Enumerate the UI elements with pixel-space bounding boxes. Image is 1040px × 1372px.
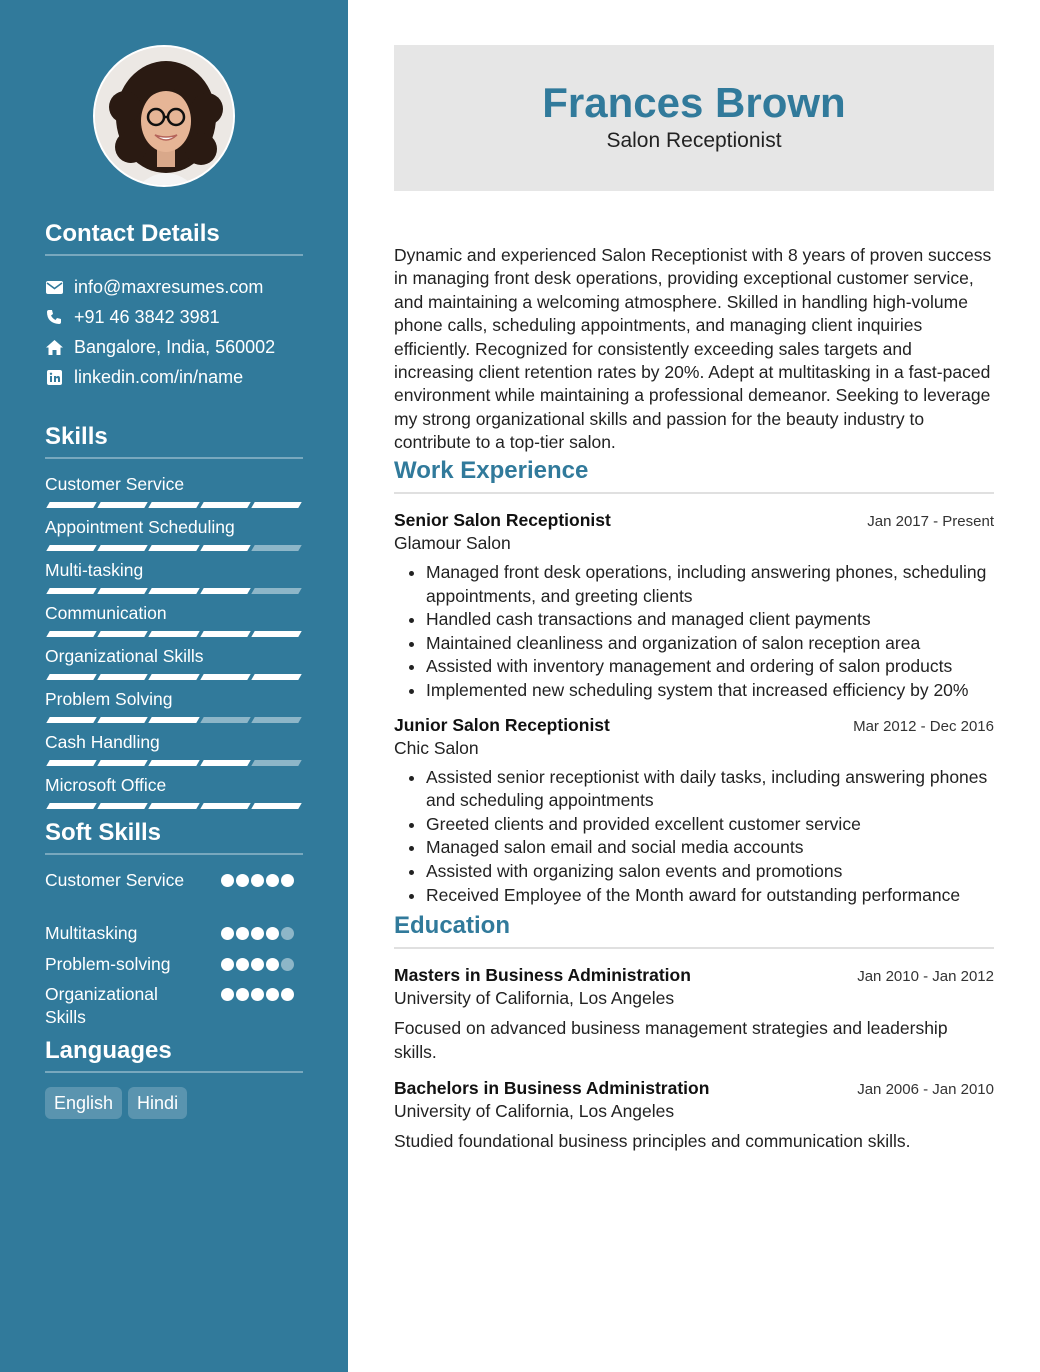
rating-dot	[236, 988, 249, 1001]
rating-dot	[251, 958, 264, 971]
skill-level-segment	[46, 502, 97, 508]
skill-level-segment	[97, 502, 148, 508]
rating-dot	[251, 874, 264, 887]
soft-skill-rating	[221, 953, 303, 976]
sidebar	[0, 0, 348, 1372]
candidate-name: Frances Brown	[542, 79, 846, 126]
skill-name: Microsoft Office	[45, 775, 167, 795]
contact-email-text: info@maxresumes.com	[74, 276, 264, 297]
skill-name: Cash Handling	[45, 732, 160, 752]
skill-item	[45, 685, 303, 728]
skill-level-segment	[200, 717, 251, 723]
education-school: University of California, Los Angeles	[394, 1101, 675, 1121]
skill-level-segment	[46, 674, 97, 680]
skill-level-segment	[200, 588, 251, 594]
languages-list	[45, 1087, 303, 1119]
job-date: Mar 2012 - Dec 2016	[853, 717, 994, 735]
skill-level-bar	[46, 674, 301, 680]
skill-level-segment	[97, 588, 148, 594]
degree-title: Bachelors in Business Administration	[394, 1078, 710, 1098]
skill-item	[45, 642, 303, 685]
skill-name: Organizational Skills	[45, 646, 204, 666]
bullet-item: • Implemented new scheduling system that increased efficiency by 20%	[426, 679, 994, 703]
skill-item	[45, 599, 303, 642]
languages-title: Languages	[45, 1037, 303, 1073]
skill-name: Appointment Scheduling	[45, 517, 235, 537]
job-title: Junior Salon Receptionist	[394, 714, 610, 735]
rating-dot	[221, 958, 234, 971]
rating-dot	[236, 958, 249, 971]
skill-level-segment	[200, 502, 251, 508]
bullet-item: • Managed front desk operations, including answering phones, scheduling appointments, and greeting clients	[426, 561, 994, 608]
skill-level-bar	[46, 631, 301, 637]
rating-dot	[236, 927, 249, 940]
skill-level-segment	[149, 502, 200, 508]
skill-name: Customer Service	[45, 474, 185, 494]
education-school: University of California, Los Angeles	[394, 988, 675, 1008]
candidate-role: Salon Receptionist	[606, 129, 782, 152]
skill-level-segment	[149, 631, 200, 637]
linkedin-icon	[45, 368, 63, 386]
skill-level-segment	[46, 545, 97, 551]
summary-paragraph: Dynamic and experienced Salon Receptionist with 8 years of proven success in managing front desk operations, providing exceptional customer service, and maintaining a welcoming atmosphere. Skilled in handling high-volume phone calls, scheduling appointments, and managing client inquiries efficiently. Recognized for consistently exceeding sales targets and increasing client retention rates by 20%. Adept at multitasking in a fast-paced environment while maintaining a professional demeanor. Seeking to leverage my strong organizational skills and passion for the beauty industry to contribute to a top-tier salon.	[394, 245, 992, 453]
rating-dot	[266, 958, 279, 971]
skill-name: Problem Solving	[45, 689, 173, 709]
education-description: Focused on advanced business management strategies and leadership skills.	[394, 1018, 948, 1062]
contact-list	[45, 272, 303, 392]
skill-level-segment	[149, 717, 200, 723]
education-date: Jan 2010 - Jan 2012	[857, 968, 994, 985]
bullet-item: • Assisted senior receptionist with daily tasks, including answering phones and scheduling appointments	[426, 766, 994, 813]
soft-skill-name: Customer Service	[45, 870, 185, 890]
work-section	[394, 457, 994, 907]
rating-dot	[266, 927, 279, 940]
bullet-item: • Received Employee of the Month award for outstanding performance	[426, 884, 994, 908]
skill-level-segment	[251, 760, 302, 766]
rating-dot	[221, 874, 234, 887]
rating-dot	[266, 988, 279, 1001]
skill-level-segment	[200, 631, 251, 637]
education-title: Education	[394, 912, 994, 949]
soft-skills-title: Soft Skills	[45, 819, 303, 855]
soft-skill-rating	[221, 869, 303, 892]
contact-phone[interactable]	[45, 302, 303, 332]
phone-icon	[45, 308, 63, 326]
skill-level-segment	[200, 674, 251, 680]
bullet-item: • Assisted with inventory management and ordering of salon products	[426, 655, 994, 679]
soft-skill-item	[45, 922, 303, 945]
skill-level-segment	[251, 545, 302, 551]
contact-address-text: Bangalore, India, 560002	[74, 336, 276, 357]
rating-dot	[236, 874, 249, 887]
skill-level-segment	[46, 588, 97, 594]
skill-level-segment	[251, 674, 302, 680]
contact-email[interactable]	[45, 272, 303, 302]
skill-level-bar	[46, 502, 301, 508]
skill-level-segment	[200, 545, 251, 551]
skills-title: Skills	[45, 423, 303, 459]
rating-dot	[281, 927, 294, 940]
skill-level-segment	[149, 803, 200, 809]
skill-level-segment	[149, 588, 200, 594]
contact-section	[45, 220, 303, 392]
rating-dot	[266, 874, 279, 887]
skill-level-segment	[46, 760, 97, 766]
skill-name: Multi-tasking	[45, 560, 144, 580]
work-title: Work Experience	[394, 457, 994, 494]
education-entry	[394, 1076, 994, 1153]
education-section	[394, 912, 994, 1153]
rating-dot	[221, 988, 234, 1001]
skill-level-segment	[251, 803, 302, 809]
skill-level-segment	[251, 631, 302, 637]
skill-item	[45, 771, 303, 814]
soft-skill-name: Multitasking	[45, 923, 138, 943]
skill-item	[45, 470, 303, 513]
skill-level-segment	[251, 717, 302, 723]
skill-name: Communication	[45, 603, 167, 623]
name-header	[394, 45, 994, 191]
contact-address	[45, 332, 303, 362]
skill-level-segment	[97, 803, 148, 809]
skill-level-bar	[46, 717, 301, 723]
skill-level-segment	[149, 545, 200, 551]
skill-level-bar	[46, 803, 301, 809]
soft-skill-item	[45, 953, 303, 976]
languages-section	[45, 1037, 303, 1119]
rating-dot	[251, 927, 264, 940]
education-date: Jan 2006 - Jan 2010	[857, 1081, 994, 1098]
job-company: Chic Salon	[394, 737, 479, 758]
skill-level-segment	[97, 717, 148, 723]
rating-dot	[221, 927, 234, 940]
skill-level-segment	[149, 674, 200, 680]
education-description: Studied foundational business principles and communication skills.	[394, 1131, 911, 1151]
soft-skill-item	[45, 983, 303, 1029]
skill-level-segment	[97, 631, 148, 637]
rating-dot	[281, 874, 294, 887]
skill-item	[45, 556, 303, 599]
skill-level-segment	[149, 760, 200, 766]
skill-level-segment	[46, 717, 97, 723]
skill-level-segment	[251, 502, 302, 508]
bullet-item: • Greeted clients and provided excellent customer service	[426, 813, 994, 837]
language-tag: English	[45, 1087, 122, 1119]
soft-skill-rating	[221, 922, 303, 945]
skill-level-segment	[46, 631, 97, 637]
skill-item	[45, 513, 303, 556]
rating-dot	[281, 988, 294, 1001]
soft-skill-name: Problem-solving	[45, 954, 171, 974]
envelope-icon	[45, 278, 63, 296]
job-entry	[394, 508, 994, 703]
soft-skill-rating	[221, 983, 303, 1029]
rating-dot	[251, 988, 264, 1001]
bullet-item: • Assisted with organizing salon events and promotions	[426, 860, 994, 884]
skill-level-segment	[200, 803, 251, 809]
skill-item	[45, 728, 303, 771]
bullet-item: • Managed salon email and social media accounts	[426, 836, 994, 860]
skill-level-segment	[200, 760, 251, 766]
rating-dot	[281, 958, 294, 971]
contact-linkedin[interactable]	[45, 362, 303, 392]
soft-skill-name: Organizational Skills	[45, 984, 158, 1027]
skill-level-segment	[97, 674, 148, 680]
skill-level-segment	[97, 760, 148, 766]
bullet-item: • Handled cash transactions and managed client payments	[426, 608, 994, 632]
skill-level-bar	[46, 760, 301, 766]
job-bullets	[394, 766, 994, 908]
skill-level-segment	[251, 588, 302, 594]
education-entry	[394, 963, 994, 1064]
contact-phone-text: +91 46 3842 3981	[74, 306, 220, 327]
bullet-item: • Maintained cleanliness and organization of salon reception area	[426, 632, 994, 656]
job-company: Glamour Salon	[394, 533, 511, 553]
job-date: Jan 2017 - Present	[867, 513, 994, 530]
skill-level-segment	[97, 545, 148, 551]
skill-level-bar	[46, 545, 301, 551]
skills-section	[45, 423, 303, 814]
skill-level-segment	[46, 803, 97, 809]
soft-skill-item	[45, 869, 303, 892]
profile-photo	[93, 45, 235, 187]
job-bullets	[394, 561, 994, 703]
job-entry	[394, 713, 994, 908]
degree-title: Masters in Business Administration	[394, 965, 691, 985]
contact-title: Contact Details	[45, 220, 303, 256]
home-icon	[45, 338, 63, 356]
skills-list	[45, 470, 303, 814]
job-title: Senior Salon Receptionist	[394, 510, 611, 530]
skill-level-bar	[46, 588, 301, 594]
language-tag: Hindi	[128, 1087, 187, 1119]
contact-linkedin-text: linkedin.com/in/name	[74, 366, 244, 387]
